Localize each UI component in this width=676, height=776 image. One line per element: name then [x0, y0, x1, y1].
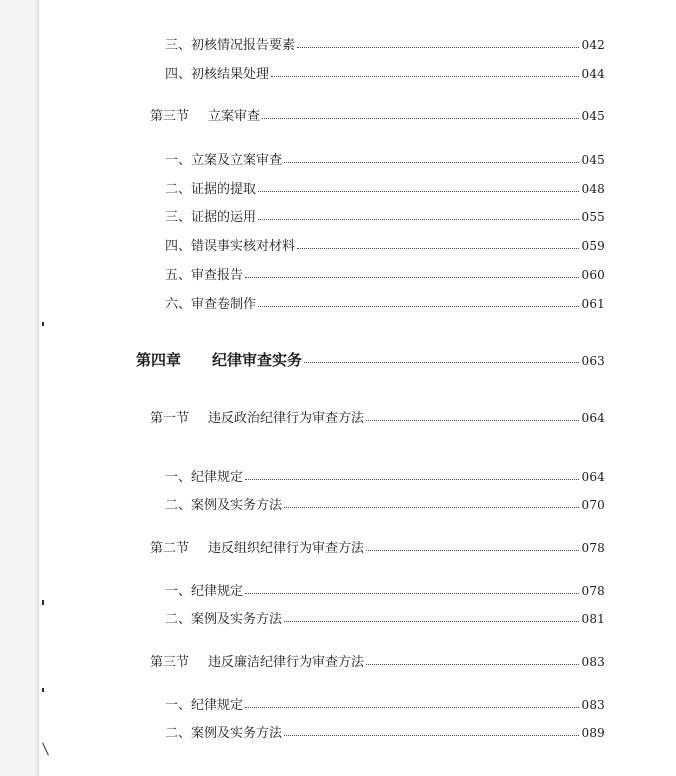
toc-entry-number: 一、 — [165, 698, 192, 713]
toc-entry-page-number: 055 — [581, 210, 605, 224]
toc-entry-label — [165, 297, 256, 313]
toc-entry-label — [150, 411, 364, 427]
toc-entry-item — [0, 37, 605, 54]
toc-entry-number: 三、 — [165, 38, 192, 53]
toc-entry-page-number: 042 — [581, 38, 605, 52]
toc-entry-section — [0, 654, 605, 671]
toc-entry-label — [165, 612, 282, 628]
toc-entry-label — [150, 655, 364, 671]
toc-entry-number: 一、 — [165, 153, 192, 168]
toc-entry-page-number: 064 — [581, 470, 605, 484]
dot-leader — [271, 76, 579, 77]
toc-entry-section — [0, 410, 605, 427]
toc-entry-item — [0, 611, 605, 628]
dot-leader — [284, 735, 579, 736]
toc-entry-label — [165, 38, 295, 54]
dot-leader — [245, 277, 579, 278]
toc-entry-item — [0, 181, 605, 198]
toc-entry-title: 案例及实务方法 — [191, 612, 283, 627]
toc-entry-page-number: 061 — [581, 297, 605, 311]
dot-leader — [304, 362, 579, 363]
toc-entry-page-number: 081 — [581, 612, 605, 626]
toc-entry-label — [165, 67, 269, 83]
dot-leader — [284, 621, 579, 622]
toc-entry-page-number: 083 — [581, 655, 605, 669]
toc-entry-chapter — [0, 352, 605, 369]
toc-entry-number: 二、 — [165, 182, 192, 197]
toc-entry-item — [0, 238, 605, 255]
toc-entry-label — [165, 470, 243, 486]
dot-leader — [297, 47, 579, 48]
toc-entry-title: 违反政治纪律行为审查方法 — [208, 411, 365, 426]
toc-entry-number: 二、 — [165, 498, 192, 513]
toc-entry-title: 证据的提取 — [191, 182, 257, 197]
dot-leader — [245, 593, 579, 594]
toc-entry-page-number: 078 — [581, 584, 605, 598]
toc-entry-label — [165, 498, 282, 514]
scan-mark — [42, 742, 49, 755]
toc-entry-page-number: 045 — [581, 109, 605, 123]
toc-entry-label — [165, 182, 256, 198]
toc-entry-item — [0, 697, 605, 714]
toc-entry-page-number: 059 — [581, 239, 605, 253]
toc-entry-title: 审查卷制作 — [191, 297, 257, 312]
toc-entry-number: 第三节 — [150, 655, 190, 670]
toc-entry-page-number: 063 — [581, 354, 605, 368]
toc-entry-page-number: 089 — [581, 726, 605, 740]
toc-entry-item — [0, 66, 605, 83]
toc-entry-item — [0, 267, 605, 284]
toc-entry-label — [165, 584, 243, 600]
toc-entry-page-number: 064 — [581, 411, 605, 425]
dot-leader — [284, 162, 579, 163]
toc-entry-page-number: 045 — [581, 153, 605, 167]
toc-entry-number: 第三节 — [150, 109, 190, 124]
toc-entry-title: 初核结果处理 — [191, 67, 270, 82]
dot-leader — [262, 118, 579, 119]
toc-entry-title: 案例及实务方法 — [191, 726, 283, 741]
toc-entry-title: 审查报告 — [191, 268, 244, 283]
toc-entry-number: 四、 — [165, 67, 192, 82]
dot-leader — [258, 219, 579, 220]
toc-entry-title: 错误事实核对材料 — [191, 239, 296, 254]
toc-entry-number: 一、 — [165, 584, 192, 599]
scan-mark — [42, 688, 44, 692]
toc-entry-page-number: 083 — [581, 698, 605, 712]
toc-entry-title: 纪律规定 — [191, 584, 244, 599]
toc-entry-title: 纪律审查实务 — [212, 351, 303, 369]
scan-mark — [42, 600, 44, 605]
toc-entry-title: 违反廉洁纪律行为审查方法 — [208, 655, 365, 670]
toc-entry-label — [165, 239, 295, 255]
toc-entry-item — [0, 209, 605, 226]
toc-entry-number: 三、 — [165, 210, 192, 225]
toc-entry-label — [165, 726, 282, 742]
toc-entry-title: 初核情况报告要素 — [191, 38, 296, 53]
toc-entry-number: 四、 — [165, 239, 192, 254]
toc-entry-number: 二、 — [165, 726, 192, 741]
toc-entry-label — [165, 153, 282, 169]
dot-leader — [245, 707, 579, 708]
toc-entry-label — [165, 698, 243, 714]
toc-entry-number: 一、 — [165, 470, 192, 485]
toc-entry-page-number: 048 — [581, 182, 605, 196]
dot-leader — [258, 191, 579, 192]
toc-entry-item — [0, 725, 605, 742]
toc-entry-label — [150, 541, 364, 557]
toc-entry-page-number: 070 — [581, 498, 605, 512]
toc-entry-number: 五、 — [165, 268, 192, 283]
toc-entry-item — [0, 583, 605, 600]
toc-entry-item — [0, 469, 605, 486]
toc-entry-item — [0, 497, 605, 514]
toc-entry-page-number: 078 — [581, 541, 605, 555]
toc-entry-number: 第一节 — [150, 411, 190, 426]
dot-leader — [245, 479, 579, 480]
toc-entry-number: 六、 — [165, 297, 192, 312]
dot-leader — [366, 420, 579, 421]
toc-entry-number: 二、 — [165, 612, 192, 627]
toc-entry-label — [165, 268, 243, 284]
dot-leader — [297, 248, 579, 249]
dot-leader — [366, 550, 579, 551]
toc-entry-label — [150, 109, 260, 125]
toc-entry-title: 纪律规定 — [191, 470, 244, 485]
toc-entry-section — [0, 540, 605, 557]
dot-leader — [366, 664, 579, 665]
toc-entry-label — [165, 210, 256, 226]
toc-entry-item — [0, 296, 605, 313]
toc-entry-title: 证据的运用 — [191, 210, 257, 225]
toc-entry-number: 第四章 — [136, 351, 182, 369]
toc-entry-section — [0, 108, 605, 125]
toc-entry-title: 立案审查 — [208, 109, 261, 124]
toc-entry-page-number: 044 — [581, 67, 605, 81]
toc-entry-number: 第二节 — [150, 541, 190, 556]
toc-entry-title: 违反组织纪律行为审查方法 — [208, 541, 365, 556]
toc-entry-title: 案例及实务方法 — [191, 498, 283, 513]
toc-entry-page-number: 060 — [581, 268, 605, 282]
dot-leader — [258, 306, 579, 307]
toc-entry-title: 纪律规定 — [191, 698, 244, 713]
toc-entry-title: 立案及立案审查 — [191, 153, 283, 168]
scan-mark — [42, 322, 44, 326]
dot-leader — [284, 507, 579, 508]
toc-entry-item — [0, 152, 605, 169]
toc-entry-label — [136, 352, 302, 368]
